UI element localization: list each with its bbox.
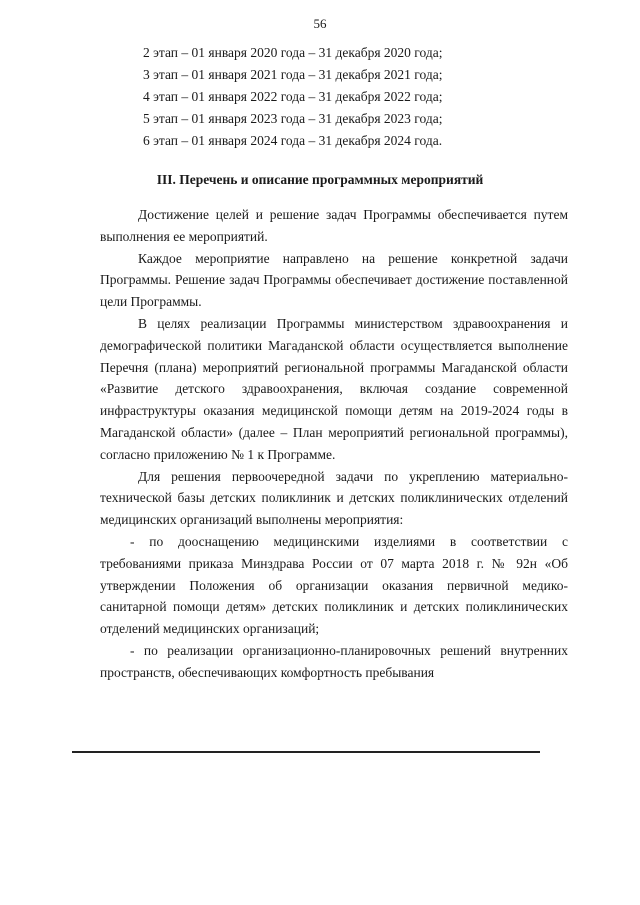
paragraph: Достижение целей и решение задач Программы обеспечивается путем выполнения ее мероприятий. [100, 207, 568, 244]
list-item: - по реализации организационно-планировочных решений внутренних пространств, обеспечивающих комфортность пребывания [100, 642, 568, 680]
stage-line: 5 этап – 01 января 2023 года – 31 декабря 2023 года; [143, 111, 443, 126]
section-heading: III. Перечень и описание программных мероприятий [156, 172, 484, 187]
stage-line: 2 этап – 01 января 2020 года – 31 декабря 2020 года; [143, 45, 443, 60]
stage-list [143, 42, 443, 152]
paragraph: Для решения первоочередной задачи по укреплению материально-технической базы детских поликлиник и детских поликлинических отделений медицинских организаций выполнены мероприятия: [100, 468, 568, 528]
list-item: - по дооснащению медицинскими изделиями в соответствии с требованиями приказа Минздрава России от 07 марта 2018 г. № 92н «Об утверждении Положения об организации оказания первичной медико-санитарной помощи детям» детских поликлиник и детских поликлинических отделений медицинских организаций; [100, 533, 568, 637]
page-number: 56 [313, 16, 327, 31]
divider [72, 751, 540, 753]
stage-line: 4 этап – 01 января 2022 года – 31 декабря 2022 года; [143, 89, 443, 104]
stage-line: 6 этап – 01 января 2024 года – 31 декабря 2024 года. [143, 133, 443, 148]
paragraph: В целях реализации Программы министерством здравоохранения и демографической политики Магаданской области осуществляется выполнение Перечня (плана) мероприятий региональной программы Магаданской области «Развитие детского здравоохранения, включая создание современной инфраструктуры оказания медицинской помощи детям на 2019-2024 годы в Магаданской области» (далее – План мероприятий региональной программы), согласно приложению № 1 к Программе. [100, 315, 568, 462]
body-text [100, 204, 568, 684]
paragraph: Каждое мероприятие направлено на решение конкретной задачи Программы. Решение задач Программы обеспечивает достижение поставленной цели Программы. [100, 250, 568, 310]
stage-line: 3 этап – 01 января 2021 года – 31 декабря 2021 года; [143, 67, 443, 82]
